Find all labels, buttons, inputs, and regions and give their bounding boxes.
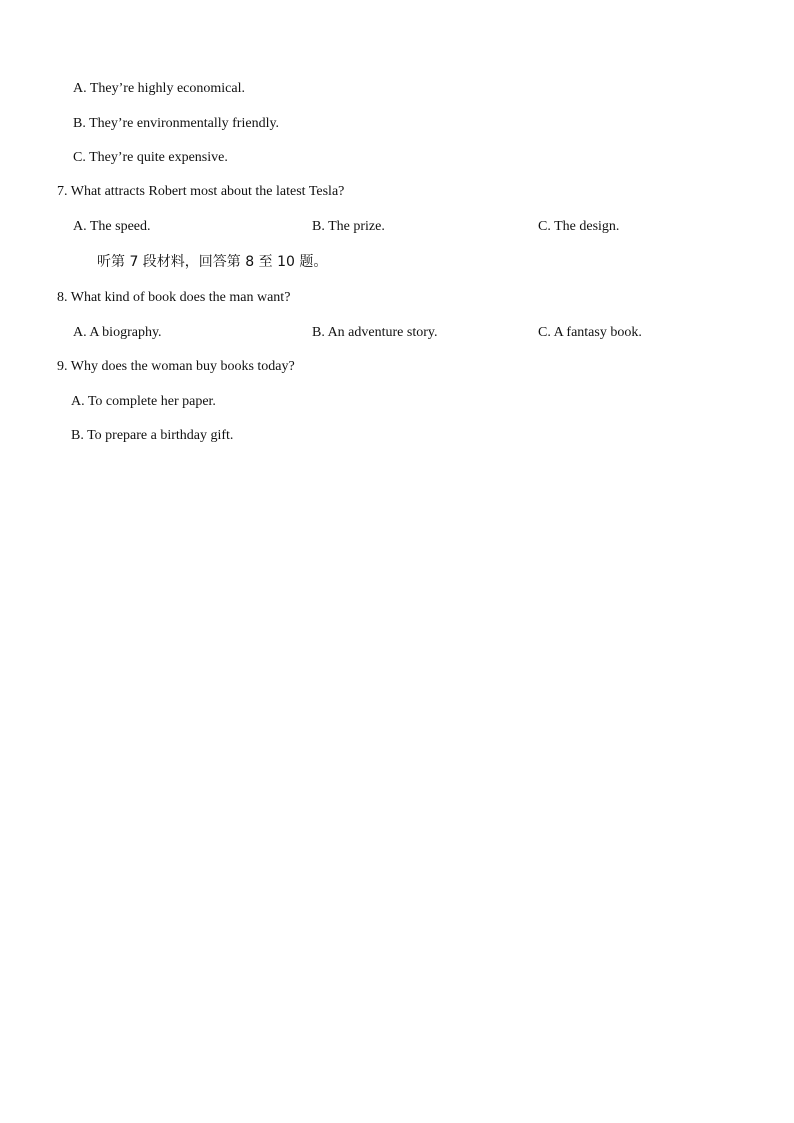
q6-option-c: C. They’re quite expensive. xyxy=(73,150,228,165)
q6-option-a: A. They’re highly economical. xyxy=(73,81,245,96)
q6-option-b: B. They’re environmentally friendly. xyxy=(73,116,280,131)
q7-option-c: C. The design. xyxy=(538,219,620,234)
section-instruction: 听第 7 段材料，回答第 8 至 10 题。 xyxy=(97,254,328,270)
q7-option-b: B. The prize. xyxy=(312,219,385,234)
q7-question: 7. What attracts Robert most about the latest Tesla? xyxy=(57,184,345,199)
q8-question: 8. What kind of book does the man want? xyxy=(57,290,291,305)
q9-option-a: A. To complete her paper. xyxy=(71,394,216,409)
q9-option-b: B. To prepare a birthday gift. xyxy=(71,428,234,443)
q8-option-a: A. A biography. xyxy=(73,325,162,340)
q8-option-c: C. A fantasy book. xyxy=(538,325,642,340)
q7-option-a: A. The speed. xyxy=(73,219,151,234)
q9-question: 9. Why does the woman buy books today? xyxy=(57,359,295,374)
q8-option-b: B. An adventure story. xyxy=(312,325,438,340)
